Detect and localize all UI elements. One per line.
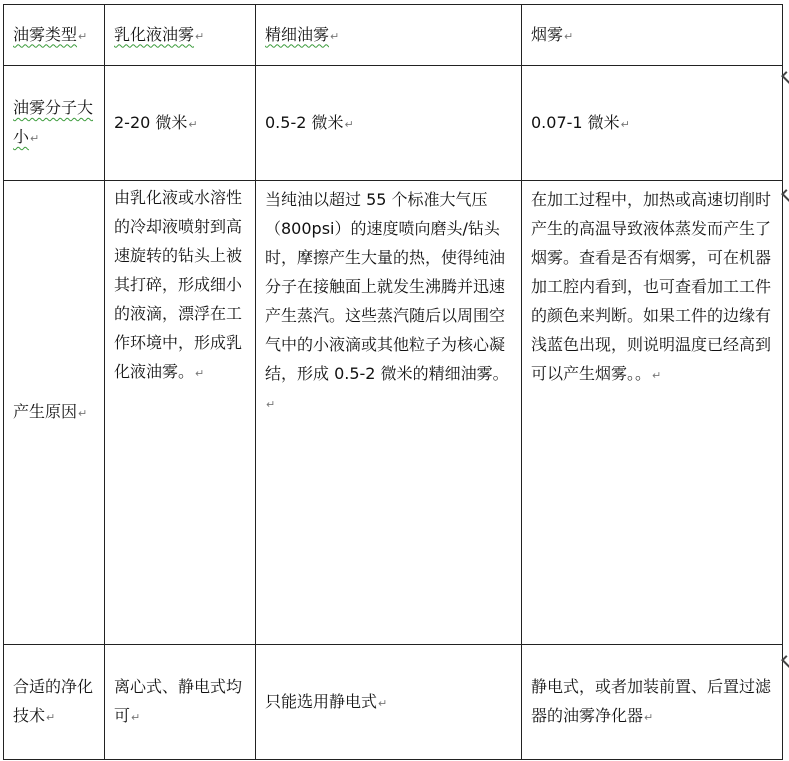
- cell-tech-emulsion[interactable]: 离心式、静电式均可↵: [105, 645, 256, 760]
- cell-tech-fine[interactable]: 只能选用静电式↵: [256, 645, 522, 760]
- header-cell-smoke[interactable]: 烟雾↵: [522, 5, 783, 66]
- cell-cause-fine[interactable]: 当纯油以超过 55 个标准大气压（800psi）的速度喷向磨头/钻头时，摩擦产生大量的热，使得纯油分子在接触面上就发生沸腾并迅速产生蒸汽。这些蒸汽随后以周围空气中的小液滴或其他粒子为核心凝结，形成 0.5-2 微米的精细油雾。↵: [256, 181, 522, 645]
- header-cell-type[interactable]: 油雾类型↵: [4, 5, 105, 66]
- cell-size-emulsion[interactable]: 2-20 微米↵: [105, 66, 256, 181]
- table-row-size: [4, 66, 783, 181]
- table-row-tech: [4, 645, 783, 760]
- cell-tech-smoke[interactable]: 静电式，或者加装前置、后置过滤器的油雾净化器↵: [522, 645, 783, 760]
- table-row-cause: [4, 181, 783, 645]
- header-cell-emulsion[interactable]: 乳化液油雾↵: [105, 5, 256, 66]
- row-label-cause[interactable]: 产生原因↵: [4, 181, 105, 645]
- cell-cause-emulsion[interactable]: 由乳化液或水溶性的冷却液喷射到高速旋转的钻头上被其打碎，形成细小的液滴，漂浮在工作环境中，形成乳化液油雾。↵: [105, 181, 256, 645]
- header-cell-fine[interactable]: 精细油雾↵: [256, 5, 522, 66]
- cell-size-fine[interactable]: 0.5-2 微米↵: [256, 66, 522, 181]
- cell-size-smoke[interactable]: 0.07-1 微米↵: [522, 66, 783, 181]
- row-label-tech[interactable]: 合适的净化技术↵: [4, 645, 105, 760]
- comparison-table: [3, 4, 783, 760]
- row-label-size[interactable]: 油雾分子大小↵: [4, 66, 105, 181]
- cell-cause-smoke[interactable]: 在加工过程中，加热或高速切削时产生的高温导致液体蒸发而产生了烟雾。查看是否有烟雾，可在机器加工腔内看到，也可查看加工工件的颜色来判断。如果工件的边缘有浅蓝色出现，则说明温度已经高到可以产生烟雾。。↵: [522, 181, 783, 645]
- table-row-header: [4, 5, 783, 66]
